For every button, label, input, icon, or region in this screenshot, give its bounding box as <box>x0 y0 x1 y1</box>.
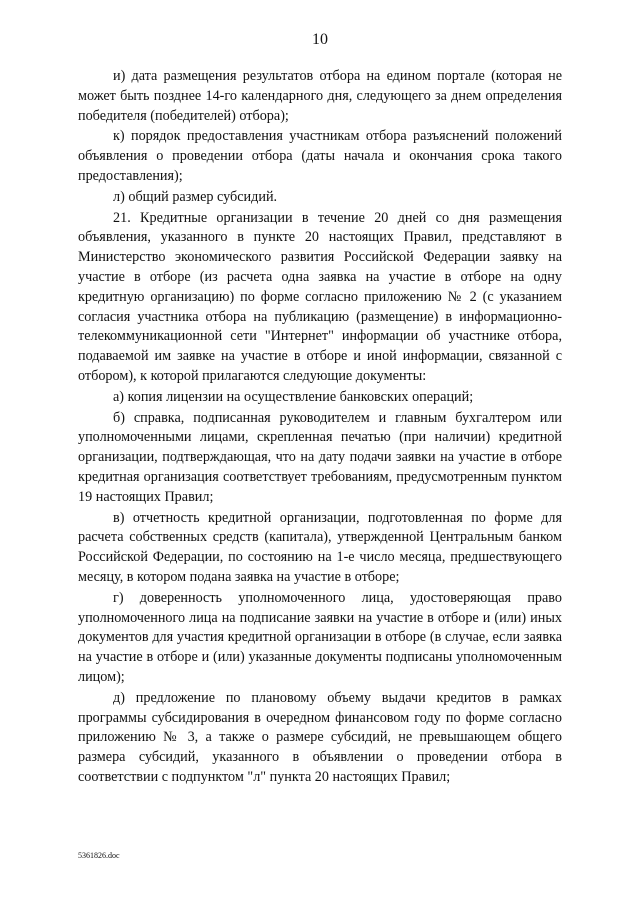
paragraph-g-power-of-attorney: г) доверенность уполномоченного лица, удостоверяющая право уполномоченного лица на подписание заявки на участие в отборе и (или) иных документов для участия кредитной организации в отборе (в случае, если заявка на участие в отборе и (или) указанные документы подписаны уполномоченным лицом); <box>78 589 562 685</box>
paragraph-21-application: 21. Кредитные организации в течение 20 дней со дня размещения объявления, указанного в пункте 20 настоящих Правил, представляют в Министерство экономического развития Российской Федерации заявку на участие в отборе (из расчета одна заявка на участие в отборе на одну кредитную организацию) по форме согласно приложению № 2 (с указанием согласия участника отбора на публикацию (размещение) в информационно-телекоммуникационной сети "Интернет" информации об участнике отбора, подаваемой им заявке на участие в отборе и иной информации, связанной с отбором), к которой прилагаются следующие документы: <box>78 209 562 384</box>
document-body <box>78 67 562 789</box>
paragraph-d-proposal: д) предложение по плановому объему выдачи кредитов в рамках программы субсидирования в очередном финансовом году по форме согласно приложению № 3, а также о размере субсидий, не превышающем общего размера субсидий, указанного в объявлении о проведении отбора в соответствии с подпунктом "л" пункта 20 настоящих Правил; <box>78 689 562 785</box>
paragraph-a-license-copy: а) копия лицензии на осуществление банковских операций; <box>113 388 474 405</box>
page-number: 10 <box>312 31 328 48</box>
paragraph-k-clarifications: к) порядок предоставления участникам отбора разъяснений положений объявления о проведении отбора (даты начала и окончания срока такого предоставления); <box>78 128 562 184</box>
footer-file-code: 5361826.doc <box>78 851 120 860</box>
paragraph-i-results-date: и) дата размещения результатов отбора на едином портале (которая не может быть позднее 14-го календарного дня, следующего за днем определения победителя (победителей) отбора); <box>78 68 562 124</box>
paragraph-l-subsidy-total: л) общий размер субсидий. <box>113 188 278 205</box>
paragraph-v-reporting: в) отчетность кредитной организации, подготовленная по форме для расчета собственных средств (капитала), утвержденной Центральным банком Российской Федерации, по состоянию на 1-е число месяца, предшествующего месяцу, в котором подана заявка на участие в отборе; <box>78 509 562 585</box>
paragraph-b-certificate: б) справка, подписанная руководителем и главным бухгалтером или уполномоченными лицами, скрепленная печатью (при наличии) кредитной организации, подтверждающая, что на дату подачи заявки на участие в отборе кредитная организация соответствует требованиям, предусмотренным пунктом 19 настоящих Правил; <box>78 409 562 505</box>
